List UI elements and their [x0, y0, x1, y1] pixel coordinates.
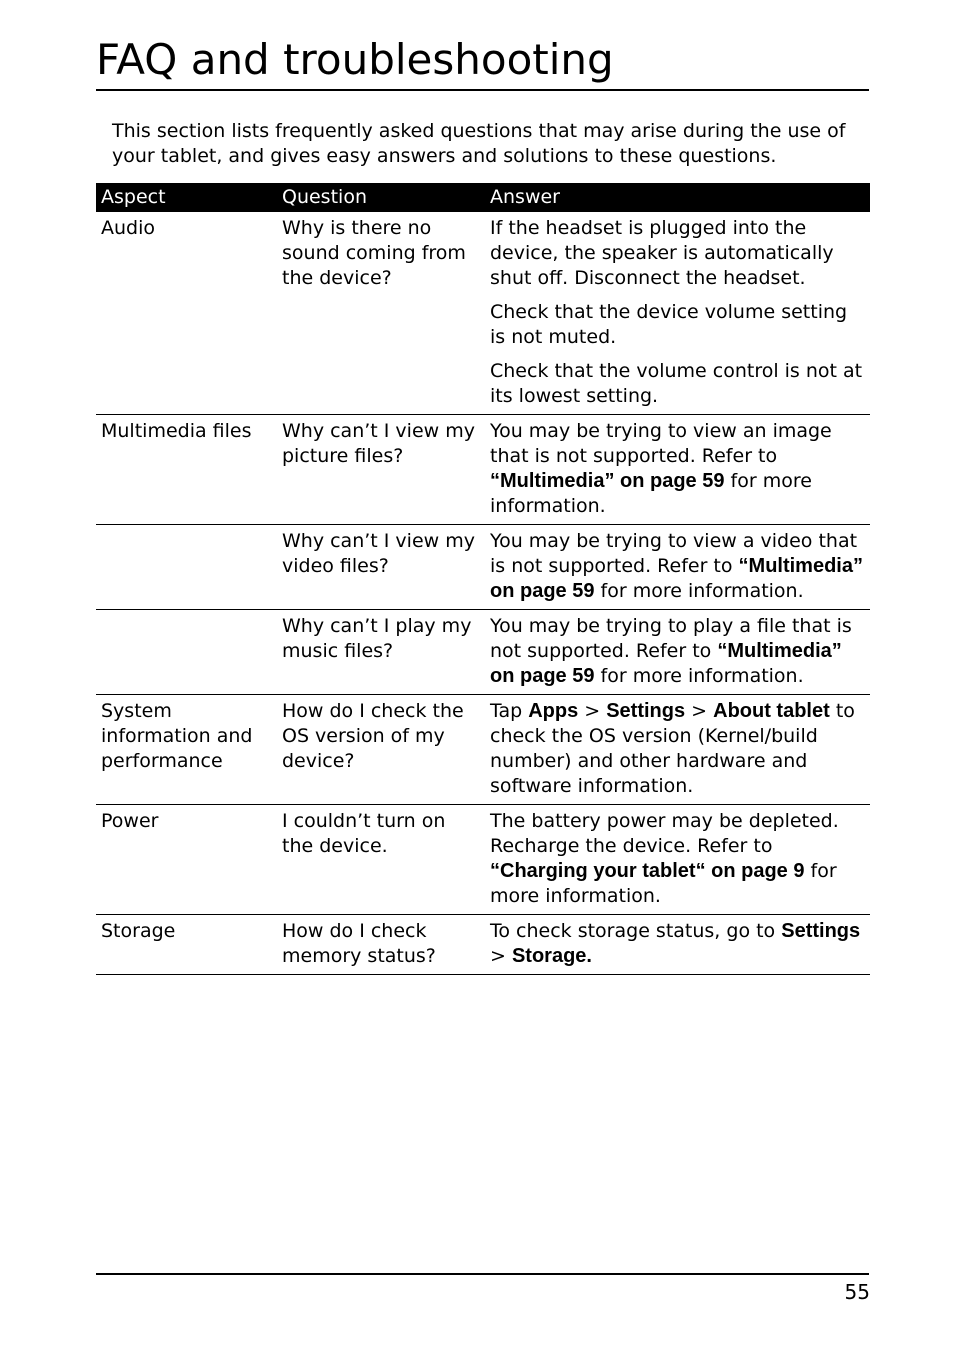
- intro-paragraph: This section lists frequently asked questions that may arise during the use of your tablet, and gives easy answers and solutions to these questions.: [112, 120, 846, 167]
- cell-question: I couldn’t turn on the device.: [277, 805, 485, 915]
- answer-paragraph: [490, 809, 865, 909]
- answer-text: >: [490, 945, 512, 967]
- table-row: [96, 805, 870, 915]
- answer-text: Check that the device volume setting is not muted.: [490, 301, 848, 348]
- answer-emphasis: “Charging your tablet“ on page 9: [490, 860, 805, 882]
- cell-answer: [485, 525, 870, 610]
- cell-answer: [485, 915, 870, 975]
- cell-aspect: System information and performance: [96, 695, 277, 805]
- answer-text: Tap: [490, 700, 529, 722]
- answer-paragraph: [490, 300, 865, 350]
- answer-text: >: [685, 700, 714, 722]
- answer-text: Check that the volume control is not at its lowest setting.: [490, 360, 863, 407]
- faq-table: [96, 183, 870, 975]
- cell-question: Why can’t I view my picture files?: [277, 415, 485, 525]
- answer-emphasis: “Multimedia” on page 59: [490, 555, 863, 602]
- answer-text: for more information.: [490, 860, 837, 907]
- answer-emphasis: “Multimedia” on page 59: [490, 470, 725, 492]
- answer-emphasis: Apps: [528, 700, 579, 722]
- title-divider: [96, 89, 869, 91]
- answer-text: You may be trying to play a file that is not supported. Refer to: [490, 615, 852, 662]
- answer-emphasis: Settings: [606, 700, 686, 722]
- cell-answer: [485, 805, 870, 915]
- table-body: [96, 212, 870, 975]
- cell-answer: [485, 212, 870, 415]
- cell-question: Why can’t I play my music files?: [277, 610, 485, 695]
- answer-paragraph: [490, 919, 865, 969]
- answer-text: for more information.: [594, 665, 804, 687]
- table-header-row: [96, 183, 870, 212]
- answer-emphasis: “Multimedia” on page 59: [490, 640, 842, 687]
- column-header-question: Question: [277, 183, 485, 212]
- cell-answer: [485, 695, 870, 805]
- answer-text: for more information.: [594, 580, 804, 602]
- table-row: [96, 212, 870, 415]
- cell-aspect: [96, 610, 277, 695]
- cell-aspect: Power: [96, 805, 277, 915]
- answer-emphasis: Storage.: [511, 945, 592, 967]
- table-row: [96, 610, 870, 695]
- cell-question: Why is there no sound coming from the device?: [277, 212, 485, 415]
- cell-answer: [485, 415, 870, 525]
- table-row: [96, 915, 870, 975]
- cell-aspect: [96, 525, 277, 610]
- answer-text: You may be trying to view a video that is not supported. Refer to: [490, 530, 858, 577]
- answer-text: If the headset is plugged into the device, the speaker is automatically shut off. Disconnect the headset.: [490, 217, 834, 289]
- page-number: 55: [844, 1280, 870, 1304]
- column-header-answer: Answer: [485, 183, 870, 212]
- answer-text: to check the OS version (Kernel/build number) and other hardware and software information.: [490, 700, 855, 797]
- column-header-aspect: Aspect: [96, 183, 277, 212]
- answer-text: You may be trying to view an image that is not supported. Refer to: [490, 420, 832, 467]
- answer-paragraph: [490, 359, 865, 409]
- table-row: [96, 415, 870, 525]
- cell-aspect: Multimedia files: [96, 415, 277, 525]
- answer-text: for more information.: [490, 470, 812, 517]
- answer-text: The battery power may be depleted. Recharge the device. Refer to: [490, 810, 839, 857]
- answer-paragraph: [490, 529, 865, 604]
- cell-question: How do I check the OS version of my device?: [277, 695, 485, 805]
- page-title: FAQ and troubleshooting: [96, 35, 614, 84]
- answer-paragraph: [490, 699, 865, 799]
- answer-emphasis: About tablet: [713, 700, 830, 722]
- cell-question: Why can’t I view my video files?: [277, 525, 485, 610]
- answer-paragraph: [490, 419, 865, 519]
- table-row: [96, 695, 870, 805]
- cell-aspect: Storage: [96, 915, 277, 975]
- answer-paragraph: [490, 216, 865, 291]
- answer-paragraph: [490, 614, 865, 689]
- footer-divider: [96, 1273, 869, 1275]
- answer-text: >: [578, 700, 607, 722]
- answer-text: To check storage status, go to: [490, 920, 782, 942]
- cell-question: How do I check memory status?: [277, 915, 485, 975]
- table-row: [96, 525, 870, 610]
- cell-answer: [485, 610, 870, 695]
- answer-emphasis: Settings: [781, 920, 861, 942]
- cell-aspect: Audio: [96, 212, 277, 415]
